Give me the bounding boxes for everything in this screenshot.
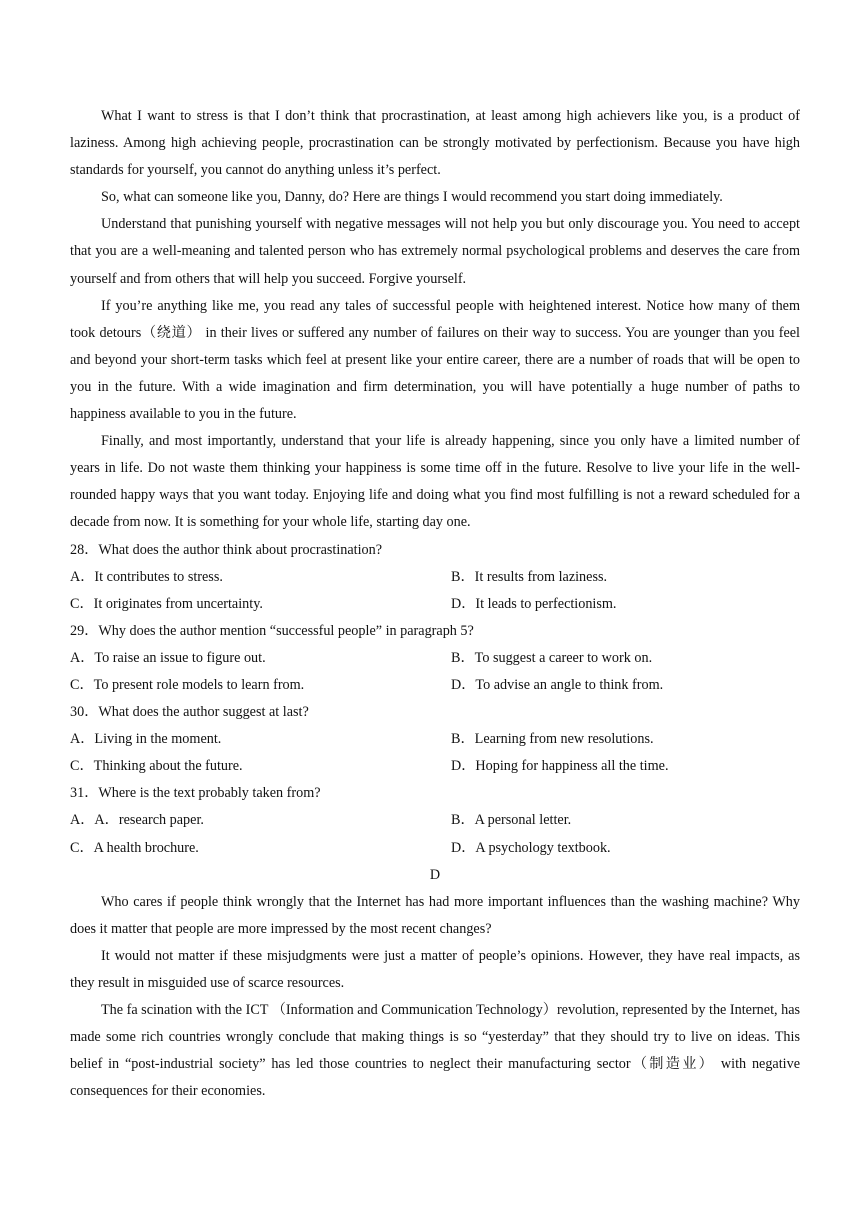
option-d: D．Hoping for happiness all the time. (451, 758, 669, 775)
question-28 (70, 537, 800, 618)
paragraph: Understand that punishing yourself with negative messages will not help you but only discourage you. You need to accept that you are a well-meaning and talented person who has extremely normal psychological problems and deserves the care from yourself and from others that will help you succeed. Forgive yourself. (70, 216, 800, 287)
option-c: C．To present role models to learn from. (70, 676, 305, 693)
option-b: B．A personal letter. (451, 812, 572, 829)
paragraph: Who cares if people think wrongly that the Internet has had more important influences than the washing machine? Why does it matter that people are more impressed by the most recent changes? (70, 893, 800, 937)
document-content (70, 103, 800, 1105)
options-row (70, 835, 800, 862)
option-b: B．It results from laziness. (451, 568, 608, 585)
option-c: C．A health brochure. (70, 839, 199, 856)
question-stem: 29．Why does the author mention “successful people” in paragraph 5? (70, 622, 474, 639)
section-heading-d: D (429, 866, 441, 883)
question-stem: 30．What does the author suggest at last? (70, 704, 309, 721)
option-c: C．It originates from uncertainty. (70, 595, 263, 612)
options-row (70, 591, 800, 618)
options-row (70, 753, 800, 780)
option-c: C．Thinking about the future. (70, 758, 243, 775)
option-b: B．Learning from new resolutions. (451, 731, 654, 748)
option-b: B．To suggest a career to work on. (451, 649, 653, 666)
paragraph: Finally, and most importantly, understand that your life is already happening, since you only have a limited number of years in life. Do not waste them thinking your happiness is some time off in the future. Resolve to live your life in the well-rounded happy ways that you want today. Enjoying life and doing what you find most fulfilling is not a reward scheduled for a decade from now. It is something for your whole life, starting day one. (70, 433, 800, 531)
option-d: D．A psychology textbook. (451, 839, 611, 856)
paragraph: If you’re anything like me, you read any tales of successful people with heightened interest. Notice how many of them took detours（绕道） in their lives or suffered any number of failures on their way to success. You are younger than you feel and beyond your short-term tasks which feel at present like your entire career, there are a number of roads that will be open to you in the future. With a wide imagination and firm determination, you will have potentially a huge number of paths to happiness available to you in the future. (70, 297, 800, 423)
question-stem: 28．What does the author think about procrastination? (70, 541, 383, 558)
question-29 (70, 618, 800, 699)
option-a: A．To raise an issue to figure out. (70, 649, 266, 666)
question-stem: 31．Where is the text probably taken from? (70, 785, 321, 802)
option-a: A．It contributes to stress. (70, 568, 223, 585)
option-d: D．It leads to perfectionism. (451, 595, 617, 612)
options-row (70, 807, 800, 834)
options-row (70, 726, 800, 753)
paragraph: What I want to stress is that I don’t think that procrastination, at least among high achievers like you, is a product of laziness. Among high achieving people, procrastination can be strongly motivated by perfectionism. Because you have high standards for yourself, you cannot do anything unless it’s perfect. (70, 108, 800, 179)
question-31 (70, 780, 800, 861)
options-row (70, 645, 800, 672)
option-a: A．Living in the moment. (70, 731, 222, 748)
paragraph: So, what can someone like you, Danny, do? Here are things I would recommend you start doing immediately. (101, 189, 723, 206)
paragraph: It would not matter if these misjudgments were just a matter of people’s opinions. However, they have real impacts, as they result in misguided use of scarce resources. (70, 947, 800, 991)
options-row (70, 672, 800, 699)
options-row (70, 564, 800, 591)
option-d: D．To advise an angle to think from. (451, 676, 664, 693)
question-30 (70, 699, 800, 780)
passage-c (70, 103, 800, 537)
paragraph: The fa scination with the ICT （Information and Communication Technology）revolution, represented by the Internet, has made some rich countries wrongly conclude that making things is so “yesterday” that they should try to live on ideas. This belief in “post-industrial society” has led those countries to neglect their manufacturing sector（制造业） with negative consequences for their economies. (70, 1002, 801, 1100)
option-a: A．A．research paper. (70, 812, 204, 829)
passage-d (70, 889, 800, 1106)
